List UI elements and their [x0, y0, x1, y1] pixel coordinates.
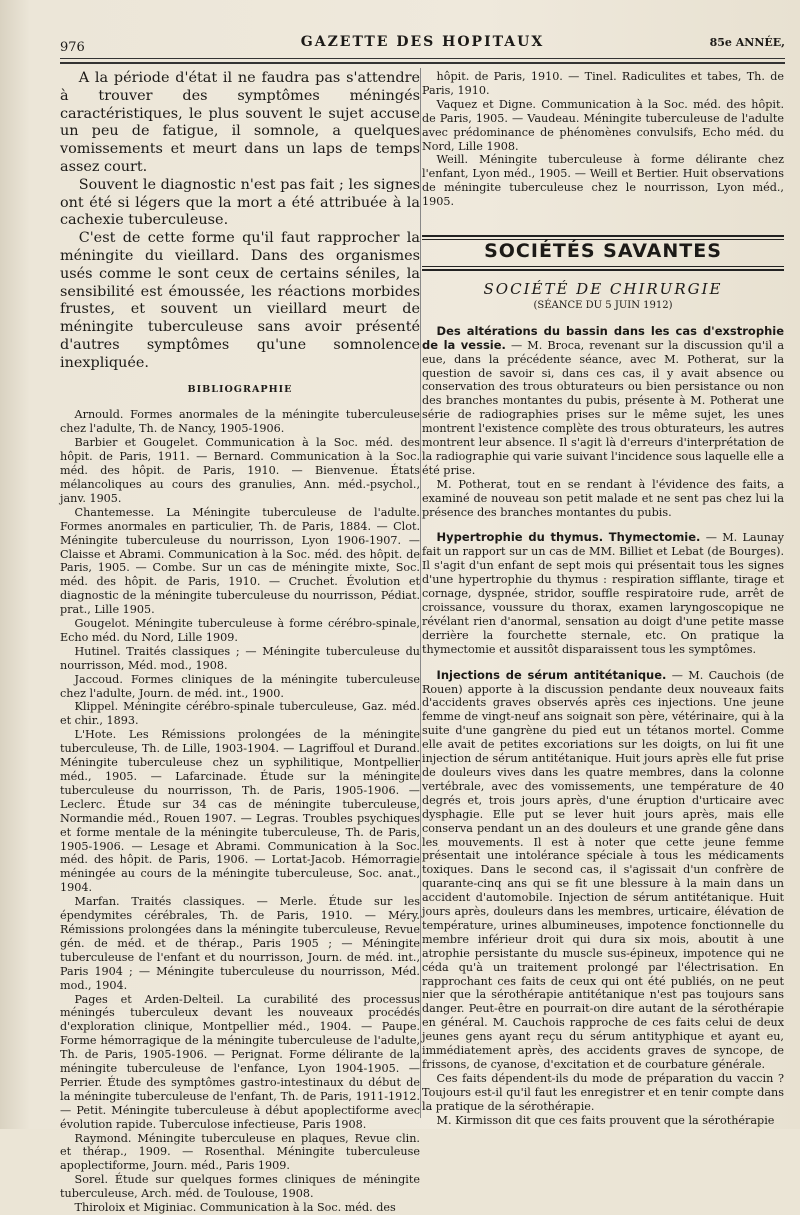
bibliography-entry: Hutinel. Traités classiques ; — Méningite tuberculeuse du nourrisson, Méd. mod., 1908.	[60, 644, 420, 672]
intro-paragraph: A la période d'état il ne faudra pas s'attendre à trouver des symptômes méningés caractéristiques, le plus souvent le sujet accuse un peu de fatigue, il somnole, a quelques vomissements et meurt dans un laps de temps assez court.	[60, 70, 420, 175]
article-body: — M. Launay fait un rapport sur un cas de MM. Billiet et Lebat (de Bourges). Il s'agit d'un enfant de sept mois qui présentait tous les signes d'une hypertrophie du thymus : respiration sifflante, tirage et cornage, dyspnée, stridor, souffle respiratoire rude, arrêt de croissance, voussure du thorax, examen laryngoscopique ne révélant rien d'anormal, sensation au doigt d'une petite masse derrière la fourchette sternale, etc. On pratique la thymectomie et aussitôt disparaissent tous les symptômes.	[422, 531, 784, 656]
article-heading: Hypertrophie du thymus. Thymectomie.	[436, 530, 701, 545]
session-date: (SÉANCE DU 5 JUIN 1912)	[533, 299, 673, 311]
journal-title: GAZETTE DES HOPITAUX	[300, 34, 545, 50]
article-body: — M. Broca, revenant sur la discussion qu'il a eue, dans la précédente séance, avec M. Potherat, sur la question de savoir si, dans ces cas, il y avait absence ou conservation des trous obturateurs ou bien persistance ou non des branches montantes du pubis, présente à M. Potherat une série de radiographies prises sur le même sujet, les unes montrent l'existence complète des trous obturateurs, les autres montrent leur absence. Il s'agit là d'erreurs d'interprétation de la radiographie qui varie suivant l'incidence sous laquelle elle a été prise.	[422, 338, 784, 477]
left-column	[60, 70, 420, 1215]
intro-paragraph: C'est de cette forme qu'il faut rapprocher la méningite du vieillard. Dans des organismes usés comme le sont ceux de certains séniles, la sensibilité est émoussée, les réactions morbides frustes, et souvent un vieillard meurt de méningite tuberculeuse sans avoir présenté d'autres symptômes qu'une somnolence inexpliquée.	[60, 230, 420, 371]
bibliography-heading: BIBLIOGRAPHIE	[187, 383, 293, 395]
bibliography-entry: Vaquez et Digne. Communication à la Soc. méd. des hôpit. de Paris, 1905. — Vaudeau. Méningite tuberculeuse de l'adulte avec prédominance de phénomènes convulsifs, Echo méd. du Nord, Lille 1908.	[422, 97, 784, 153]
bibliography-entry: Gougelot. Méningite tuberculeuse à forme cérébro-spinale, Echo méd. du Nord, Lille 1909.	[60, 617, 420, 644]
year-mark: 85e ANNÉE,	[709, 36, 785, 49]
intro-paragraph: Souvent le diagnostic n'est pas fait ; les signes ont été si légers que la mort a été attribuée à la cachexie tuberculeuse.	[60, 176, 420, 229]
bibliography-entry: Weill. Méningite tuberculeuse à forme délirante chez l'enfant, Lyon méd., 1905. — Weill et Bertier. Huit observations de méningite tuberculeuse chez le nourrisson, Lyon méd., 1905.	[422, 153, 784, 209]
section-title: SOCIÉTÉS SAVANTES	[484, 240, 722, 263]
right-column	[422, 70, 784, 1128]
bibliography-entry: L'Hote. Les Rémissions prolongées de la méningite tuberculeuse, Th. de Lille, 1903-1904. — Lagriffoul et Durand. Méningite tuberculeuse chez un syphilitique, Montpellier méd., 1905. — Lafarcinade. Étude sur la méningite tuberculeuse du nourrisson, Th. de Paris, 1905-1906. — Leclerc. Étude sur 34 cas de méningite tuberculeuse, Normandie méd., Rouen 1907. — Legras. Troubles psychiques et forme mentale de la méningite tuberculeuse, Th. de Paris, 1905-1906. — Lesage et Abrami. Communication à la Soc. méd. des hôpit. de Paris, 1906. — Lortat-Jacob. Hémorragie méningée au cours de la méningite tuberculeuse, Soc. anat., 1904.	[60, 728, 420, 895]
article-body: — M. Cauchois (de Rouen) apporte à la discussion pendante deux nouveaux faits d'accidents graves observés après ces injections. Une jeune femme de vingt-neuf ans soignait son père, vétérinaire, qui à la suite d'une gangrène du pied eut un tétanos mortel. Comme elle avait de petites excoriations sur les doigts, on lui fit une injection de sérum antitétanique. Huit jours après elle fut prise de douleurs vives dans les quatre membres, dans la colonne vertébrale, avec des vomissements, une température de 40 degrés et, trois jours après, d'une éruption d'urticaire avec dysphagie. Elle put se lever huit jours après, mais elle conserva pendant un an des douleurs et une grande gêne dans les mouvements. Il est à noter que cette jeune femme présentait une intolérance spéciale à tous les médicaments toxiques. Dans le second cas, il s'agissait d'un confrère de quarante-cinq ans qui se fit une blessure à la main dans un accident d'automobile. Injection de sérum antitétanique. Huit jours après, douleurs dans les membres, urticaire, élévation de température, urines albumineuses, impotence fonctionnelle du membre inférieur droit qui dura six mois, aboutit à une atrophie persistante du muscle sus-épineux, impotence qui ne céda qu'à un traitement prolongé par l'électrisation. En rapprochant ces faits de ceux qui ont été publiés, on ne peut nier que la sérothérapie antitétanique n'est pas toujours sans danger. Peut-être en pourrait-on dire autant de la sérothérapie en général. M. Cauchois rapproche de ces faits celui de deux jeunes gens ayant reçu du sérum antityphique et ayant eu, immédiatement après, des accidents graves de syncope, de frissons, de cyanose, d'excitation et de courbature générale.	[422, 668, 784, 1071]
bibliography-entry: Raymond. Méningite tuberculeuse en plaques, Revue clin. et thérap., 1909. — Rosenthal. Méningite tuberculeuse apoplectiforme, Journ. méd., Paris 1909.	[60, 1131, 420, 1173]
bibliography-entry: Pages et Arden-Delteil. La curabilité des processus méningés tuberculeux devant les nouveaux procédés d'exploration clinique, Montpellier méd., 1904. — Paupe. Forme hémorragique de la méningite tuberculeuse de l'adulte, Th. de Paris, 1905-1906. — Perignat. Forme délirante de la méningite tuberculeuse de l'enfance, Lyon 1904-1905. — Perrier. Étude des symptômes gastro-intestinaux du début de la méningite tuberculeuse de l'enfant, Th. de Paris, 1911-1912. — Petit. Méningite tuberculeuse à début apoplectiforme avec évolution rapide. Tuberculose infectieuse, Paris 1908.	[60, 992, 420, 1131]
article-bassin	[422, 325, 784, 520]
article-body-extra: M. Potherat, tout en se rendant à l'évidence des faits, a examiné de nouveau son petit malade et ne sent pas chez lui la présence des branches montantes du pubis.	[422, 477, 784, 519]
header-rule	[60, 58, 785, 59]
page-number: 976	[60, 40, 85, 55]
bibliography-entry: Klippel. Méningite cérébro-spinale tuberculeuse, Gaz. méd. et chir., 1893.	[60, 700, 420, 728]
bibliography-entry: Chantemesse. La Méningite tuberculeuse de l'adulte. Formes anormales en particulier, Th. de Paris, 1884. — Clot. Méningite tuberculeuse du nourrisson, Lyon 1906-1907. — Claisse et Abrami. Communication à la Soc. méd. des hôpit. de Paris, 1905. — Combe. Sur un cas de méningite mixte, Soc. méd. des hôpit. de Paris, 1910. — Cruchet. Évolution et diagnostic de la méningite tuberculeuse du nourrisson, Pédiat. prat., Lille 1905.	[60, 505, 420, 617]
header-rule-thick	[60, 62, 785, 64]
bibliography-entry: Sorel. Étude sur quelques formes cliniques de méningite tuberculeuse, Arch. méd. de Toulouse, 1908.	[60, 1173, 420, 1201]
article-heading: Des altérations du bassin dans les cas d'exstrophie de la vessie.	[422, 323, 784, 352]
bibliography-entry: Marfan. Traités classiques. — Merle. Étude sur les épendymites cérébrales, Th. de Paris, 1910. — Méry. Rémissions prolongées dans la méningite tuberculeuse, Revue gén. de méd. et de thérap., Paris 1905 ; — Méningite tuberculeuse de l'enfant et du nourrisson, Journ. de méd. int., Paris 1904 ; — Méningite tuberculeuse du nourrisson, Méd. mod., 1904.	[60, 895, 420, 992]
bibliography-entry: Jaccoud. Formes cliniques de la méningite tuberculeuse chez l'adulte, Journ. de méd. int., 1900.	[60, 672, 420, 700]
article-heading: Injections de sérum antitétanique.	[436, 667, 667, 682]
society-title: SOCIÉTÉ DE CHIRURGIE	[483, 279, 723, 298]
bibliography-entry: Barbier et Gougelet. Communication à la Soc. méd. des hôpit. de Paris, 1911. — Bernard. Communication à la Soc. méd. des hôpit. de Paris, 1910. — Bienvenue. États mélancoliques au cours des granulies, Ann. méd.-psychol., janv. 1905.	[60, 436, 420, 505]
article-thymus	[422, 531, 784, 656]
intro-text	[60, 70, 420, 373]
bibliography-entry: Arnould. Formes anormales de la méningite tuberculeuse chez l'adulte, Th. de Nancy, 1905-1906.	[60, 408, 420, 436]
bibliography-list	[60, 408, 420, 1215]
article-body-extra: Ces faits dépendent-ils du mode de préparation du vaccin ? Toujours est-il qu'il faut les enregistrer et en tenir compte dans la pratique de la sérothérapie.	[422, 1071, 784, 1113]
article-serum	[422, 669, 784, 1128]
bibliography-continued	[422, 70, 784, 209]
article-last-line: M. Kirmisson dit que ces faits prouvent que la sérothérapie	[436, 1113, 775, 1127]
running-header	[60, 32, 785, 56]
bibliography-entry: Thiroloix et Miginiac. Communication à la Soc. méd. des	[74, 1201, 396, 1215]
section-banner	[422, 235, 784, 271]
bibliography-entry: hôpit. de Paris, 1910. — Tinel. Radiculites et tabes, Th. de Paris, 1910.	[422, 70, 784, 97]
column-divider	[420, 68, 421, 1118]
